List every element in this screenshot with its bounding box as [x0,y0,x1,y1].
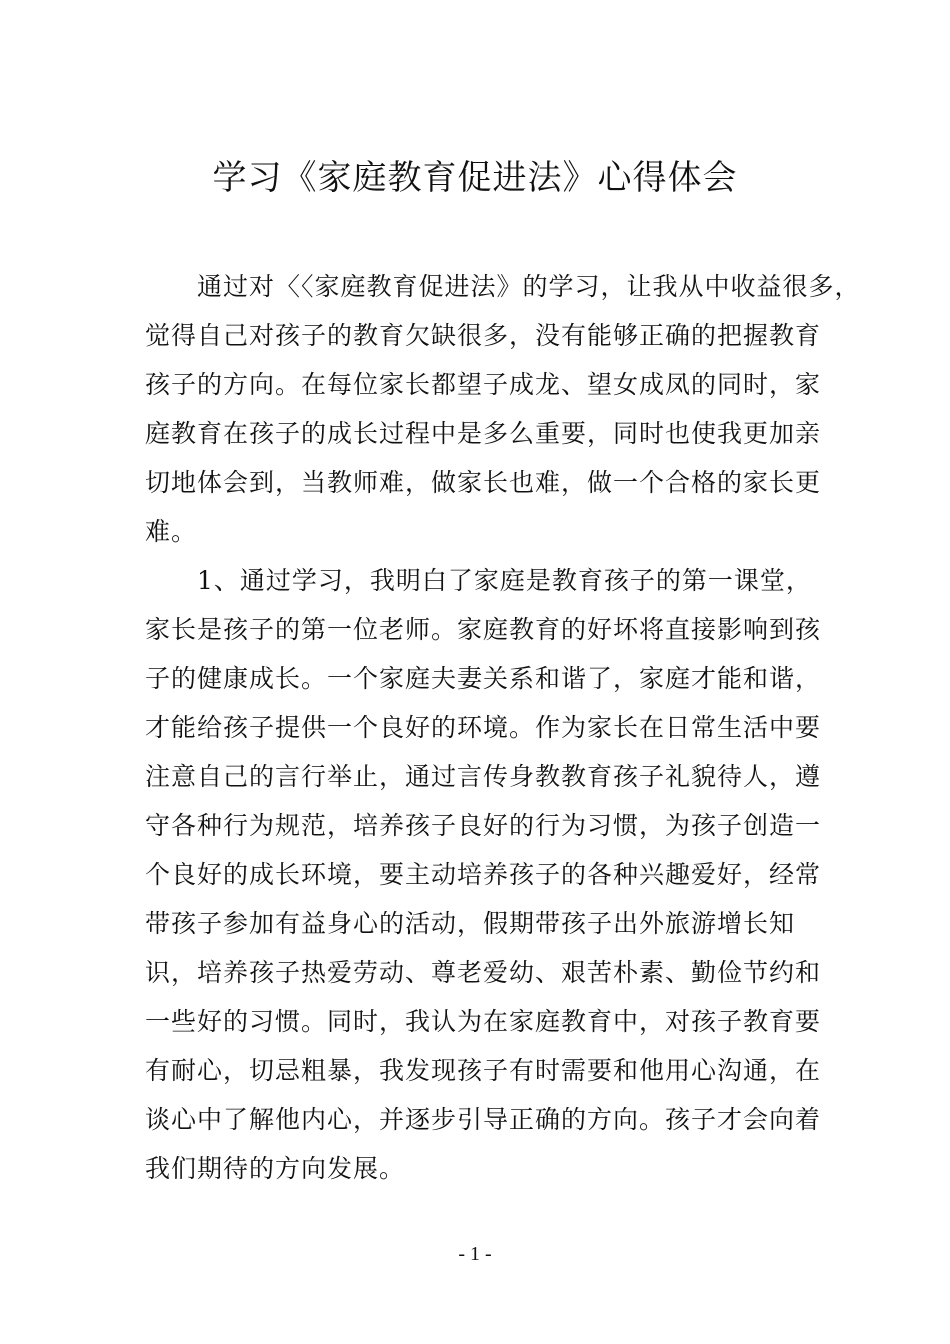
text-line: 孩子的方向。在每位家长都望子成龙、望女成凤的同时，家 [145,370,822,399]
text-line: 才能给孩子提供一个良好的环境。作为家长在日常生活中要 [145,713,822,742]
page-title: 学习《家庭教育促进法》心得体会 [212,158,738,198]
text-line: 有耐心，切忌粗暴，我发现孩子有时需要和他用心沟通，在 [145,1056,822,1085]
text-line: 庭教育在孩子的成长过程中是多么重要，同时也使我更加亲 [145,419,822,448]
text-line: 切地体会到，当教师难，做家长也难，做一个合格的家长更 [145,468,822,497]
paragraph-1 [145,262,861,556]
text-line: 子的健康成长。一个家庭夫妻关系和谐了，家庭才能和谐， [145,664,822,693]
text-line: 通过对〈〈家庭教育促进法》的学习，让我从中收益很多， [197,272,861,301]
text-line: 1、通过学习，我明白了家庭是教育孩子的第一课堂， [197,566,812,595]
text-line: 守各种行为规范，培养孩子良好的行为习惯，为孩子创造一 [145,811,822,840]
text-line: 我们期待的方向发展。 [145,1154,406,1183]
text-line: 个良好的成长环境，要主动培养孩子的各种兴趣爱好，经常 [145,860,822,889]
text-line: 一些好的习惯。同时，我认为在家庭教育中，对孩子教育要 [145,1007,822,1036]
text-line: 带孩子参加有益身心的活动，假期带孩子出外旅游增长知 [145,909,796,938]
text-line: 谈心中了解他内心，并逐步引导正确的方向。孩子才会向着 [145,1105,822,1134]
text-line: 家长是孩子的第一位老师。家庭教育的好坏将直接影响到孩 [145,615,822,644]
document-body [145,262,861,1193]
text-line: 注意自己的言行举止，通过言传身教教育孩子礼貌待人，遵 [145,762,822,791]
page-number: - 1 - [458,1243,492,1265]
text-line: 觉得自己对孩子的教育欠缺很多，没有能够正确的把握教育 [145,321,822,350]
text-line: 难。 [145,517,198,546]
text-line: 识，培养孩子热爱劳动、尊老爱幼、艰苦朴素、勤俭节约和 [145,958,822,987]
paragraph-2 [145,556,835,1193]
